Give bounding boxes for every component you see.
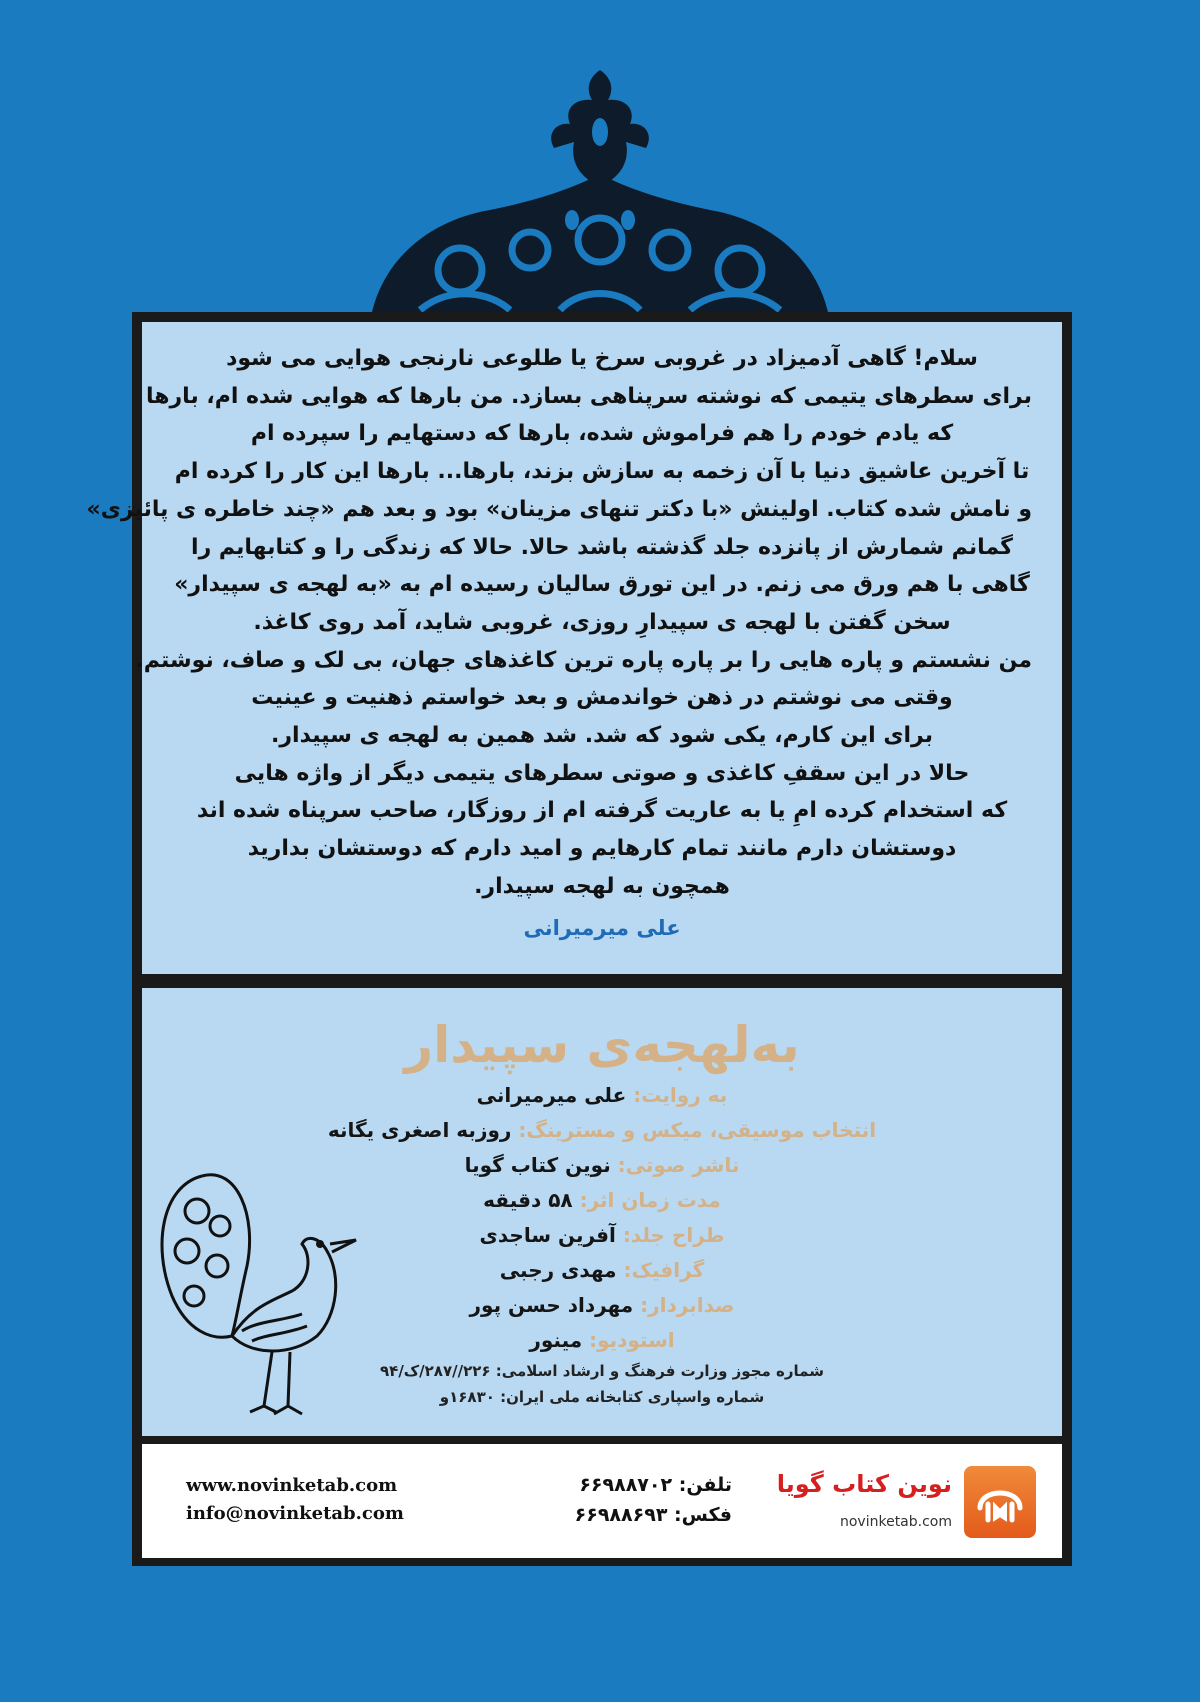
cover-frame	[86, 312, 1072, 1566]
contact-panel	[142, 1444, 1062, 1558]
intro-line: من نشستم و پاره هایی را بر پاره پاره ترین کاغذهای جهان، بی لک و صاف، نوشتم.	[135, 647, 1032, 673]
intro-line: سخن گفتن با لهجه ی سپیدارِ روزی، غروبی شاید، آمد روی کاغذ.	[253, 609, 951, 635]
credit-label: صدابردار:	[640, 1293, 735, 1317]
website-link[interactable]: www.novinketab.com	[186, 1475, 398, 1496]
book-headphones-logo-icon	[964, 1466, 1036, 1538]
logo-name: نوین کتاب گویا	[776, 1470, 952, 1498]
arabesque-crown-icon	[360, 70, 840, 322]
book-info-panel	[142, 988, 1062, 1436]
license-number: شماره مجوز وزارت فرهنگ و ارشاد اسلامی: ۲۲۶//۲۸۷/ک/۹۴	[380, 1362, 824, 1380]
credit-value: ۵۸ دقیقه	[483, 1188, 573, 1212]
email-link[interactable]: info@novinketab.com	[186, 1503, 404, 1524]
intro-line: گمانم شمارش از پانزده جلد گذشته باشد حالا. حالا که زندگی را و کتابهایم را	[191, 534, 1013, 560]
intro-line: تا آخرین عاشیق دنیا با آن زخمه به سازش بزند، بارها... بارها این کار را کرده ام	[174, 459, 1030, 485]
contact-phone	[532, 1470, 732, 1530]
credit-value: مهرداد حسن پور	[469, 1293, 634, 1317]
logo-url: novinketab.com	[839, 1514, 952, 1530]
peacock-bird-icon	[142, 1156, 372, 1426]
intro-line: همچون به لهجه سپیدار.	[474, 873, 730, 899]
fax-label: فکس:	[674, 1504, 732, 1526]
contact-web	[186, 1472, 404, 1528]
credit-value: علی میرمیرانی	[476, 1083, 627, 1107]
author-signature: علی میرمیرانی	[523, 915, 681, 940]
intro-line: برای این کارم، یکی شود که شد. شد همین به لهجه ی سپیدار.	[271, 723, 933, 749]
intro-line: برای سطرهای یتیمی که نوشته سرپناهی بسازد. من بارها که هوایی شده ام، بارها	[146, 383, 1032, 409]
fax-number: ۶۶۹۸۸۶۹۳	[574, 1504, 668, 1526]
credit-value: مهدی رجبی	[499, 1258, 617, 1282]
intro-line: که یادم خودم را هم فراموش شده، بارها که دستهایم را سپرده ام	[250, 421, 954, 447]
phone-row	[532, 1470, 732, 1500]
phone-number: ۶۶۹۸۸۷۰۲	[579, 1474, 673, 1496]
deposit-number: شماره واسپاری کتابخانه ملی ایران: ۱۶۸۳۰و	[439, 1388, 765, 1406]
credit-value: مینور	[529, 1328, 583, 1352]
intro-text	[86, 340, 1032, 906]
credit-narrator	[142, 1078, 1062, 1113]
publisher-logo	[776, 1458, 1036, 1548]
credit-label: ناشر صوتی:	[617, 1153, 740, 1177]
credit-label: مدت زمان اثر:	[579, 1188, 721, 1212]
credit-label: انتخاب موسیقی، میکس و مسترینگ:	[518, 1118, 877, 1142]
credit-value: آفرین ساجدی	[479, 1223, 616, 1247]
intro-panel	[86, 322, 1062, 974]
credit-label: گرافیک:	[623, 1258, 705, 1282]
credit-label: به روایت:	[633, 1083, 728, 1107]
phone-label: تلفن:	[678, 1474, 732, 1496]
intro-line: سلام! گاهی آدمیزاد در غروبی سرخ یا طلوعی نارنجی هوایی می شود	[226, 346, 978, 371]
intro-line: حالا در این سقفِ کاغذی و صوتی سطرهای یتیمی دیگر از واژه هایی	[234, 760, 970, 786]
intro-line: وقتی می نوشتم در ذهن خواندمش و بعد خواستم ذهنیت و عینیت	[251, 685, 953, 711]
intro-line: که استخدام کرده امِ یا به عاریت گرفته ام از روزگار، صاحب سرپناه شده اند	[196, 798, 1008, 824]
book-title: به‌لهجه‌ی سپیدار	[404, 1016, 800, 1074]
credit-value: نوین کتاب گویا	[464, 1153, 611, 1177]
intro-line: و نامش شده کتاب. اولینش «با دکتر تنهای مزینان» بود و بعد هم «چند خاطره ی پائیزی»	[86, 496, 1032, 522]
credit-label: طراح جلد:	[622, 1223, 725, 1247]
credit-label: استودیو:	[589, 1328, 675, 1352]
intro-line: گاهی با هم ورق می زنم. در این تورق سالیان رسیده ام به «به لهجه ی سپیدار»	[174, 572, 1030, 598]
credit-value: روزبه اصغری یگانه	[327, 1118, 512, 1142]
intro-line: دوستشان دارم مانند تمام کارهایم و امید دارم که دوستشان بدارید	[247, 836, 957, 862]
fax-row	[532, 1500, 732, 1530]
credit-music	[142, 1113, 1062, 1148]
